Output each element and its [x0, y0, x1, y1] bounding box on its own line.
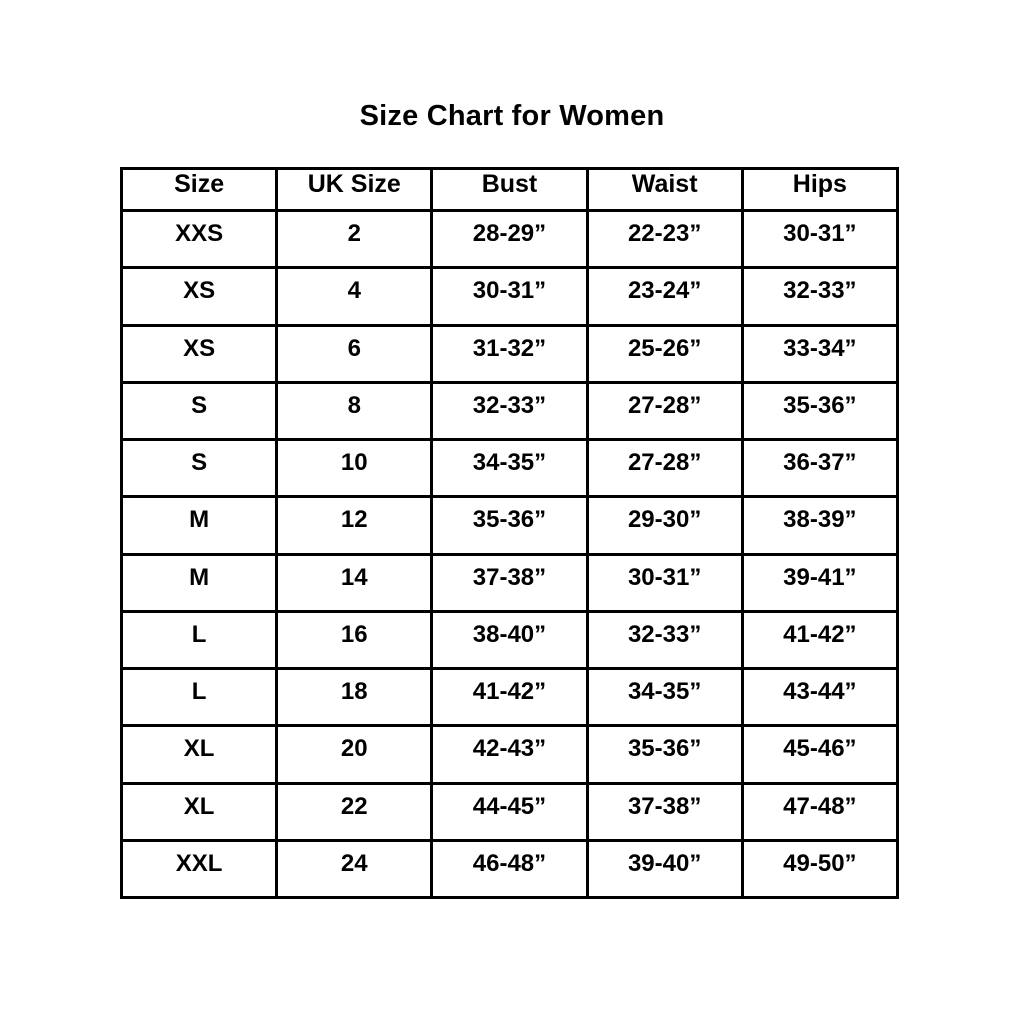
cell-size: S	[122, 440, 277, 497]
cell-hips: 39-41”	[742, 554, 897, 611]
cell-waist: 29-30”	[587, 497, 742, 554]
table-row	[122, 325, 898, 382]
cell-waist: 34-35”	[587, 669, 742, 726]
cell-uk-size: 18	[277, 669, 432, 726]
header-waist: Waist	[587, 169, 742, 211]
cell-waist: 23-24”	[587, 268, 742, 325]
cell-size: L	[122, 669, 277, 726]
table-row	[122, 726, 898, 783]
header-size: Size	[122, 169, 277, 211]
cell-uk-size: 6	[277, 325, 432, 382]
cell-bust: 34-35”	[432, 440, 587, 497]
cell-uk-size: 2	[277, 211, 432, 268]
cell-waist: 25-26”	[587, 325, 742, 382]
table-row	[122, 497, 898, 554]
table-row	[122, 382, 898, 439]
cell-waist: 27-28”	[587, 440, 742, 497]
cell-size: XXS	[122, 211, 277, 268]
cell-size: XS	[122, 325, 277, 382]
cell-uk-size: 12	[277, 497, 432, 554]
cell-size: XL	[122, 783, 277, 840]
cell-bust: 46-48”	[432, 840, 587, 897]
header-row	[122, 169, 898, 211]
cell-size: M	[122, 497, 277, 554]
cell-waist: 39-40”	[587, 840, 742, 897]
cell-size: XS	[122, 268, 277, 325]
cell-hips: 32-33”	[742, 268, 897, 325]
table-row	[122, 440, 898, 497]
cell-size: XXL	[122, 840, 277, 897]
cell-uk-size: 16	[277, 611, 432, 668]
table-row	[122, 611, 898, 668]
cell-bust: 38-40”	[432, 611, 587, 668]
cell-size: XL	[122, 726, 277, 783]
size-chart-body	[122, 211, 898, 898]
cell-waist: 22-23”	[587, 211, 742, 268]
cell-hips: 41-42”	[742, 611, 897, 668]
cell-bust: 32-33”	[432, 382, 587, 439]
cell-uk-size: 8	[277, 382, 432, 439]
cell-uk-size: 22	[277, 783, 432, 840]
cell-waist: 27-28”	[587, 382, 742, 439]
table-row	[122, 268, 898, 325]
cell-waist: 37-38”	[587, 783, 742, 840]
cell-uk-size: 24	[277, 840, 432, 897]
table-row	[122, 783, 898, 840]
page-title: Size Chart for Women	[359, 100, 665, 132]
cell-hips: 49-50”	[742, 840, 897, 897]
cell-hips: 30-31”	[742, 211, 897, 268]
size-chart-table	[120, 167, 899, 899]
cell-size: L	[122, 611, 277, 668]
cell-bust: 35-36”	[432, 497, 587, 554]
cell-hips: 33-34”	[742, 325, 897, 382]
cell-uk-size: 14	[277, 554, 432, 611]
cell-hips: 38-39”	[742, 497, 897, 554]
cell-hips: 43-44”	[742, 669, 897, 726]
cell-hips: 36-37”	[742, 440, 897, 497]
cell-waist: 32-33”	[587, 611, 742, 668]
table-row	[122, 669, 898, 726]
header-bust: Bust	[432, 169, 587, 211]
cell-hips: 45-46”	[742, 726, 897, 783]
cell-waist: 30-31”	[587, 554, 742, 611]
size-chart-header	[122, 169, 898, 211]
table-row	[122, 840, 898, 897]
cell-hips: 47-48”	[742, 783, 897, 840]
header-hips: Hips	[742, 169, 897, 211]
cell-size: S	[122, 382, 277, 439]
cell-uk-size: 4	[277, 268, 432, 325]
cell-bust: 30-31”	[432, 268, 587, 325]
cell-uk-size: 20	[277, 726, 432, 783]
cell-bust: 37-38”	[432, 554, 587, 611]
cell-bust: 42-43”	[432, 726, 587, 783]
cell-uk-size: 10	[277, 440, 432, 497]
table-row	[122, 554, 898, 611]
cell-hips: 35-36”	[742, 382, 897, 439]
cell-waist: 35-36”	[587, 726, 742, 783]
cell-bust: 41-42”	[432, 669, 587, 726]
cell-size: M	[122, 554, 277, 611]
cell-bust: 31-32”	[432, 325, 587, 382]
cell-bust: 44-45”	[432, 783, 587, 840]
header-uk-size: UK Size	[277, 169, 432, 211]
table-row	[122, 211, 898, 268]
cell-bust: 28-29”	[432, 211, 587, 268]
